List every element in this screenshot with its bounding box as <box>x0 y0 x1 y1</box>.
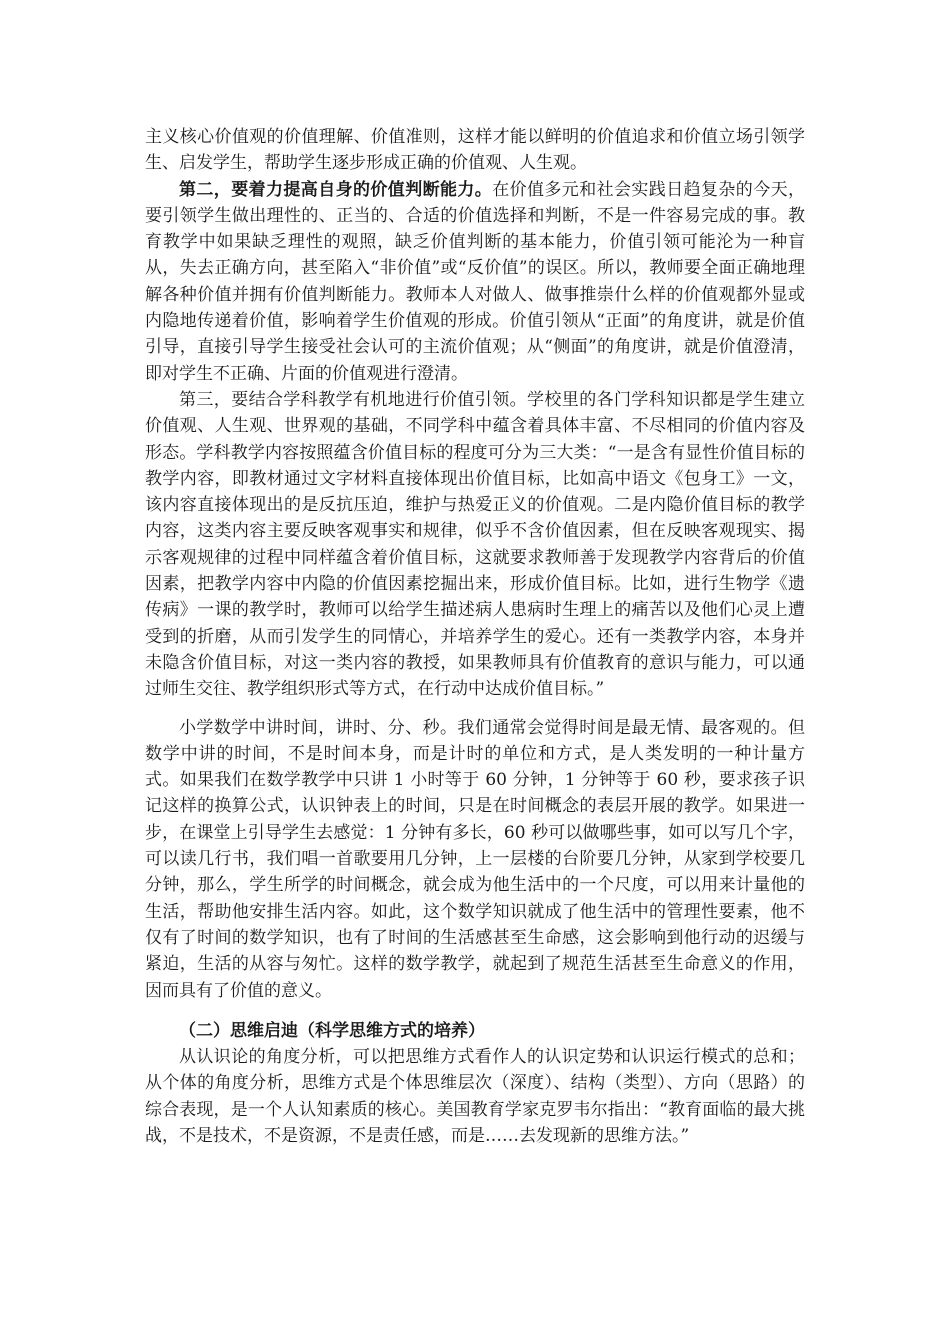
section-heading: （二）思维启迪（科学思维方式的培养） <box>179 1020 485 1041</box>
paragraph-value-judgment <box>145 177 805 387</box>
document-page <box>145 124 805 1149</box>
paragraph-body: 在价值多元和社会实践日趋复杂的今天，要引领学生做出理性的、正当的、合适的价值选择和判断，不是一件容易完成的事。教育教学中如果缺乏理性的观照，缺乏价值判断的基本能力，价值引领可能沦为一种盲从，失去正确方向，甚至陷入“非价值”或“反价值”的误区。所以，教师要全面正确地理解各种价值并拥有价值判断能力。教师本人对做人、做事推崇什么样的价值观都外显或内隐地传递着价值，影响着学生价值观的形成。价值引领从“正面”的角度讲，就是价值引导，直接引导学生接受社会认可的主流价值观；从“侧面”的角度讲，就是价值澄清，即对学生不正确、片面的价值观进行澄清。 <box>145 179 806 384</box>
paragraph-thinking-mode: 从认识论的角度分析，可以把思维方式看作人的认识定势和认识运行模式的总和；从个体的角度分析，思维方式是个体思维层次（深度）、结构（类型）、方向（思路）的综合表现，是一个人认知素质的核心。美国教育学家克罗韦尔指出：“教育面临的最大挑战，不是技术，不是资源，不是责任感，而是……去发现新的思维方法。” <box>145 1047 805 1146</box>
paragraph-math-time-example: 小学数学中讲时间，讲时、分、秒。我们通常会觉得时间是最无情、最客观的。但数学中讲的时间，不是时间本身，而是计时的单位和方式，是人类发明的一种计量方式。如果我们在数学教学中只讲 1 小时等于 60 分钟，1 分钟等于 60 秒，要求孩子识记这样的换算公式，认识钟表上的时间，只是在时间概念的表层开展的教学。如果进一步，在课堂上引导学生去感觉：1 分钟有多长，60 秒可以做哪些事，如可以写几个字，可以读几行书，我们唱一首歌要用几分钟，上一层楼的台阶要几分钟，从家到学校要几分钟，那么，学生所学的时间概念，就会成为他生活中的一个尺度，可以用来计量他的生活，帮助他安排生活内容。如此，这个数学知识就成了他生活中的管理性要素，他不仅有了时间的数学知识，也有了时间的生活感甚至生命感，这会影响到他行动的迟缓与紧迫，生活的从容与匆忙。这样的数学教学，就起到了规范生活甚至生命意义的作用，因而具有了价值的意义。 <box>145 717 805 1001</box>
paragraph-core-values-continuation: 主义核心价值观的价值理解、价值准则，这样才能以鲜明的价值追求和价值立场引领学生、启发学生，帮助学生逐步形成正确的价值观、人生观。 <box>145 127 805 174</box>
paragraph-lead-bold: 第二，要着力提高自身的价值判断能力。 <box>179 179 493 200</box>
paragraph-subject-teaching: 第三，要结合学科教学有机地进行价值引领。学校里的各门学科知识都是学生建立价值观、人生观、世界观的基础，不同学科中蕴含着具体丰富、不尽相同的价值内容及形态。学科教学内容按照蕴含价值目标的程度可分为三大类：“一是含有显性价值目标的教学内容，即教材通过文字材料直接体现出价值目标，比如高中语文《包身工》一文，该内容直接体现出的是反抗压迫，维护与热爱正义的价值观。二是内隐价值目标的教学内容，这类内容主要反映客观事实和规律，似乎不含价值因素，但在反映客观现实、揭示客观规律的过程中同样蕴含着价值目标，这就要求教师善于发现教学内容背后的价值因素，把教学内容中内隐的价值因素挖掘出来，形成价值目标。比如，进行生物学《遗传病》一课的教学时，教师可以给学生描述病人患病时生理上的痛苦以及他们心灵上遭受到的折磨，从而引发学生的同情心，并培养学生的爱心。还有一类教学内容，本身并未隐含价值目标，对这一类内容的教授，如果教师具有价值教育的意识与能力，可以通过师生交往、教学组织形式等方式，在行动中达成价值目标。” <box>145 389 805 700</box>
